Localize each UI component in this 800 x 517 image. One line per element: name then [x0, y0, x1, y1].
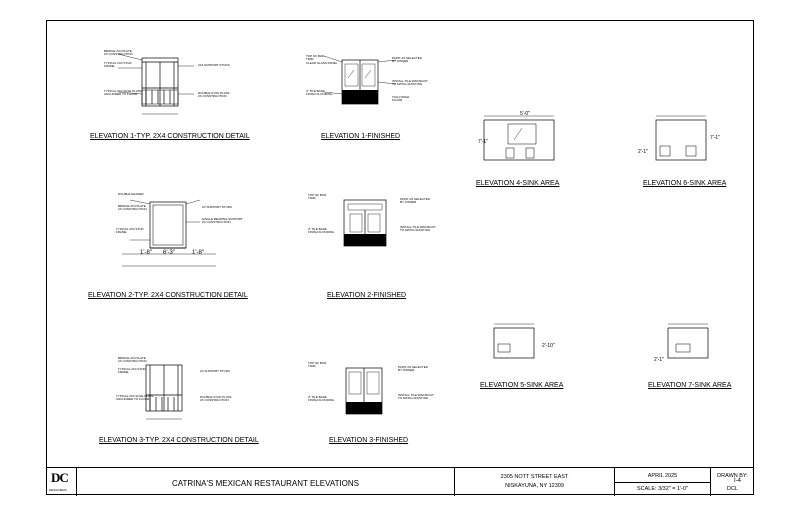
drawn-by-label: DRAWN BY:	[717, 473, 748, 479]
logo-subtitle: DESIGNERS	[49, 488, 67, 492]
note-text: TYPICAL 2X4 STUD FRAME	[116, 227, 144, 235]
dimension-label: 5'-0"	[520, 111, 530, 117]
caption-elevation-6-sink: ELEVATION 6-SINK AREA	[643, 180, 727, 187]
caption-elevation-3-construction: ELEVATION 3-TYP. 2X4 CONSTRUCTION DETAIL	[99, 437, 259, 444]
date-scale-cell	[614, 468, 710, 496]
project-cell	[76, 468, 454, 496]
caption-elevation-2-construction: ELEVATION 2-TYP. 2X4 CONSTRUCTION DETAIL	[88, 292, 248, 299]
dimension-label: 1'-8"	[140, 250, 152, 256]
dimension-label: 2'-1"	[654, 357, 664, 363]
dimension-label: 2'-10"	[542, 343, 555, 349]
note-text: 2X SUPPORT STUDS	[202, 205, 232, 209]
caption-elevation-5-sink: ELEVATION 5-SINK AREA	[480, 382, 564, 389]
dimension-label: 2'-1"	[638, 149, 648, 155]
note-text: PAINT AS SELECTED BY OWNER	[392, 56, 422, 64]
elevation-4-sink-drawing	[478, 110, 578, 180]
note-text: TYPICAL 2X4 STUD FRAME	[104, 61, 132, 69]
caption-elevation-2-finished: ELEVATION 2-FINISHED	[327, 292, 407, 299]
note-text: TILE FINISH FLOOR	[392, 95, 410, 103]
note-text: 2X SUPPORT STUDS	[200, 369, 230, 373]
project-title: CATRINA'S MEXICAN RESTAURANT ELEVATIONS	[171, 479, 360, 488]
note-text: DOUBLE HEADER	[118, 192, 144, 196]
note-text: INSTALL TILE WAINSCOT TO MATCH EXISTING	[398, 393, 434, 401]
drawn-by: DCL	[726, 486, 738, 492]
note-text: TYPICAL 2X4 STUD FRAME	[118, 367, 146, 375]
elevation-5-sink-drawing	[488, 320, 568, 370]
drawn-by-cell	[710, 468, 754, 496]
note-text: PAINT AS SELECTED BY OWNER	[398, 365, 428, 373]
sheet-number: I-4	[734, 478, 742, 484]
caption-elevation-3-finished: ELEVATION 3-FINISHED	[329, 437, 409, 444]
note-text: TYPICAL 2X4 SOLE PLATE ANCHORED TO FLOOR	[104, 89, 142, 97]
note-text: 3" TILE BASE FINISH FLOORING	[308, 227, 335, 235]
address-line-1: 2305 NOTT STREET EAST	[500, 474, 569, 480]
note-text: TOP OF BAR TRIM	[308, 361, 327, 369]
dimension-label: 7'-1"	[478, 139, 488, 145]
note-text: 2X4 SUPPORT STUDS	[198, 63, 230, 67]
note-text: TOP OF BAR TRIM	[308, 193, 327, 201]
note-text: PAINT AS SELECTED BY OWNER	[400, 197, 430, 205]
logo: DC	[51, 470, 68, 485]
note-text: SINGLE BEARING SUPPORT 2X CONSTRUCTION	[202, 217, 243, 225]
note-text: DOUBLE STUD PLATE 2X CONSTRUCTION	[198, 91, 230, 99]
caption-elevation-7-sink: ELEVATION 7-SINK AREA	[648, 382, 732, 389]
address-line-2: NISKAYUNA, NY 12309	[505, 483, 564, 489]
logo-cell	[46, 468, 76, 496]
note-text: DOUBLE STUD PLATE 2X CONSTRUCTION	[200, 395, 232, 403]
note-text: INSTALL TILE WAINSCOT TO MATCH EXISTING	[392, 79, 428, 87]
dimension-label: 7'-1"	[710, 135, 720, 141]
elevation-7-sink-drawing	[660, 320, 740, 370]
caption-elevation-1-finished: ELEVATION 1-FINISHED	[321, 133, 401, 140]
note-text: BRIDGE 2X4 PLATE 2X CONSTRUCTION	[118, 356, 147, 364]
note-text: 3" TILE BASE FINISH FLOORING	[306, 89, 333, 97]
caption-elevation-1-construction: ELEVATION 1-TYP. 2X4 CONSTRUCTION DETAIL	[90, 133, 250, 140]
note-text: TOP OF BAR TRIM	[306, 54, 325, 62]
note-text: INSTALL TILE WAINSCOT TO MATCH EXISTING	[400, 225, 436, 233]
note-text: BRIDGE 2X4 PLATE 2X CONSTRUCTION	[118, 204, 147, 212]
date: APRIL 2025	[647, 473, 678, 479]
scale: SCALE: 3/32" = 1'-0"	[637, 486, 688, 492]
note-text: 3" TILE BASE FINISH FLOORING	[308, 395, 335, 403]
note-text: TYPICAL 2X4 SOLE PLATE ANCHORED TO FLOOR	[116, 394, 154, 402]
caption-elevation-4-sink: ELEVATION 4-SINK AREA	[476, 180, 560, 187]
title-block	[46, 467, 754, 496]
address-cell	[454, 468, 614, 496]
elevation-6-sink-drawing	[650, 110, 750, 170]
note-text: CLEAR GLASS PANEL	[306, 61, 338, 65]
dimension-label: 1'-8"	[192, 250, 204, 256]
note-text: BRIDGE 2X4 PLATE 2X CONSTRUCTION	[104, 49, 133, 57]
dimension-label: 6'-3"	[163, 250, 175, 256]
